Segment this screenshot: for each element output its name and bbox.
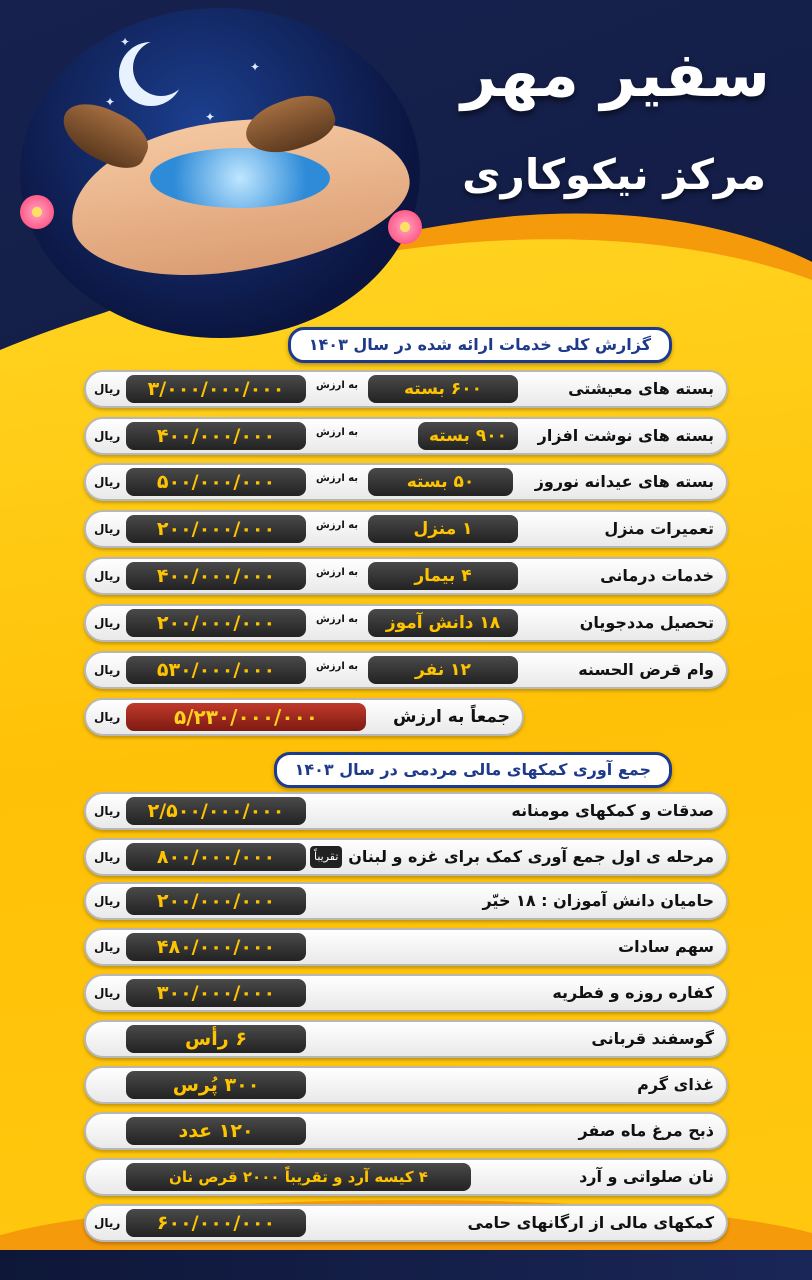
row-label: تعمیرات منزل [604, 519, 714, 538]
service-row [84, 463, 728, 501]
row-amount: ۶ رأس [126, 1025, 306, 1053]
row-label: غذای گرم [637, 1075, 714, 1094]
donation-row [84, 928, 728, 966]
total-label: جمعاً به ارزش [392, 707, 510, 727]
flower-icon [388, 210, 422, 244]
currency-label: ریال [94, 429, 121, 443]
row-quantity: ۱۲ نفر [368, 656, 518, 684]
row-amount: ۵۰۰/۰۰۰/۰۰۰ [126, 468, 306, 496]
row-label: مرحله ی اول جمع آوری کمک برای غزه و لبنان [348, 847, 714, 866]
donation-row [84, 1204, 728, 1242]
currency-label: ریال [94, 940, 121, 954]
total-row [84, 698, 524, 736]
total-amount: ۵/۲۳۰/۰۰۰/۰۰۰ [126, 703, 366, 731]
currency-label: ریال [94, 382, 121, 396]
row-label: تحصیل مددجویان [579, 613, 714, 632]
currency-label: ریال [94, 804, 121, 818]
bottom-navy-band [0, 1250, 812, 1280]
donation-row [84, 1066, 728, 1104]
worth-label: به ارزش [316, 380, 359, 391]
donation-row [84, 792, 728, 830]
donation-row [84, 882, 728, 920]
row-amount: ۴۰۰/۰۰۰/۰۰۰ [126, 422, 306, 450]
row-label: نان صلواتی و آرد [579, 1167, 714, 1186]
row-quantity: ۱ منزل [368, 515, 518, 543]
row-amount: ۴۰۰/۰۰۰/۰۰۰ [126, 562, 306, 590]
flower-icon [20, 195, 54, 229]
row-amount: ۳۰۰/۰۰۰/۰۰۰ [126, 979, 306, 1007]
service-row [84, 557, 728, 595]
row-label: بسته های نوشت افزار [537, 426, 714, 445]
currency-label: ریال [94, 569, 121, 583]
currency-label: ریال [94, 850, 121, 864]
star-icon: ✦ [250, 60, 261, 74]
row-amount: ۲/۵۰۰/۰۰۰/۰۰۰ [126, 797, 306, 825]
worth-label: به ارزش [316, 520, 359, 531]
row-label: بسته های عیدانه نوروز [534, 472, 714, 491]
row-label: خدمات درمانی [600, 566, 714, 585]
donation-row [84, 1112, 728, 1150]
currency-label: ریال [94, 663, 121, 677]
worth-label: به ارزش [316, 614, 359, 625]
row-amount: ۳/۰۰۰/۰۰۰/۰۰۰ [126, 375, 306, 403]
currency-label: ریال [94, 710, 121, 724]
service-row [84, 370, 728, 408]
row-quantity: ۵۰ بسته [368, 468, 513, 496]
currency-label: ریال [94, 986, 121, 1000]
worth-label: به ارزش [316, 427, 359, 438]
row-label: وام قرض الحسنه [578, 660, 714, 679]
row-amount: ۳۰۰ پُرس [126, 1071, 306, 1099]
worth-label: به ارزش [316, 567, 359, 578]
row-amount: ۸۰۰/۰۰۰/۰۰۰ [126, 843, 306, 871]
donation-row [84, 974, 728, 1012]
currency-label: ریال [94, 1216, 121, 1230]
donation-row [84, 1020, 728, 1058]
section-heading-donations: جمع آوری کمکهای مالی مردمی در سال ۱۴۰۳ [274, 752, 672, 788]
row-amount: ۱۲۰ عدد [126, 1117, 306, 1145]
service-row [84, 651, 728, 689]
row-label: بسته های معیشتی [568, 379, 714, 398]
row-amount: ۵۳۰/۰۰۰/۰۰۰ [126, 656, 306, 684]
service-row [84, 510, 728, 548]
approx-badge: تقریباً [310, 846, 342, 868]
service-row [84, 604, 728, 642]
star-icon: ✦ [120, 35, 131, 49]
currency-label: ریال [94, 894, 121, 908]
worth-label: به ارزش [316, 473, 359, 484]
row-label: کمکهای مالی از ارگانهای حامی [467, 1213, 714, 1232]
currency-label: ریال [94, 475, 121, 489]
donation-row [84, 838, 728, 876]
crescent-moon-icon [133, 40, 189, 96]
row-label: گوسفند قربانی [591, 1029, 714, 1048]
currency-label: ریال [94, 616, 121, 630]
water-illustration [150, 148, 330, 208]
page-title: سفیر مهر [461, 38, 770, 111]
row-quantity: ۹۰۰ بسته [418, 422, 518, 450]
row-label: حامیان دانش آموزان : ۱۸ خیّر [482, 891, 714, 910]
row-amount: ۲۰۰/۰۰۰/۰۰۰ [126, 609, 306, 637]
currency-label: ریال [94, 522, 121, 536]
star-icon: ✦ [105, 95, 116, 109]
row-amount: ۶۰۰/۰۰۰/۰۰۰ [126, 1209, 306, 1237]
row-quantity: ۶۰۰ بسته [368, 375, 518, 403]
page-subtitle: مرکز نیکوکاری [462, 150, 766, 199]
worth-label: به ارزش [316, 661, 359, 672]
section-heading-services: گزارش کلی خدمات ارائه شده در سال ۱۴۰۳ [288, 327, 672, 363]
row-quantity: ۴ بیمار [368, 562, 518, 590]
row-label: ذبح مرغ ماه صفر [578, 1121, 714, 1140]
row-label: کفاره روزه و فطریه [552, 983, 714, 1002]
service-row [84, 417, 728, 455]
row-amount: ۲۰۰/۰۰۰/۰۰۰ [126, 887, 306, 915]
row-label: سهم سادات [618, 937, 714, 956]
row-label: صدقات و کمکهای مومنانه [511, 801, 714, 820]
row-amount: ۲۰۰/۰۰۰/۰۰۰ [126, 515, 306, 543]
row-amount: ۴۸۰/۰۰۰/۰۰۰ [126, 933, 306, 961]
row-amount: ۴ کیسه آرد و تقریباً ۲۰۰۰ قرص نان [126, 1163, 471, 1191]
star-icon: ✦ [205, 110, 216, 124]
donation-row [84, 1158, 728, 1196]
row-quantity: ۱۸ دانش آموز [368, 609, 518, 637]
